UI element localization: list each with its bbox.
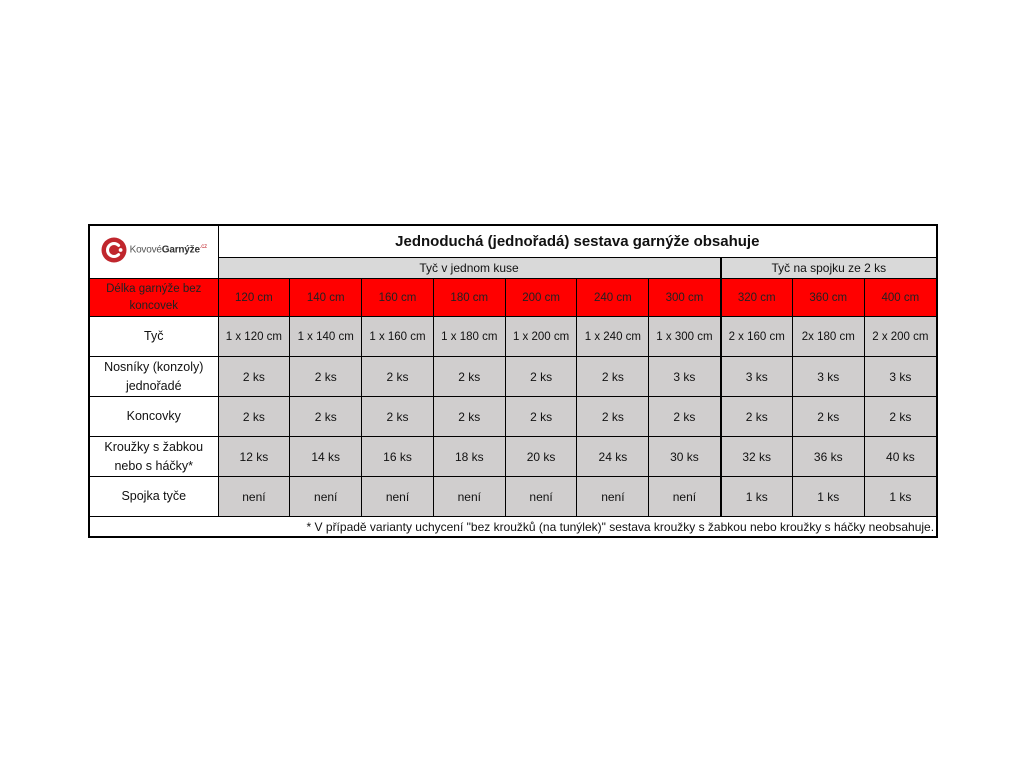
length-cell: 120 cm — [218, 279, 290, 317]
table-cell: 2 ks — [362, 357, 434, 397]
length-cell: 300 cm — [649, 279, 721, 317]
table-cell: 32 ks — [721, 437, 793, 477]
table-cell: 2 ks — [505, 357, 577, 397]
table-cell: 1 ks — [721, 477, 793, 517]
table-row-connector — [90, 477, 936, 517]
table-cell: 2 ks — [577, 397, 649, 437]
table-cell: 1 x 240 cm — [577, 317, 649, 357]
table-cell: 2 ks — [433, 357, 505, 397]
table-cell: 16 ks — [362, 437, 434, 477]
table-cell: 1 x 120 cm — [218, 317, 290, 357]
row-label-rings: Kroužky s žabkou nebo s háčky* — [90, 437, 218, 477]
length-row — [90, 279, 936, 317]
table-cell: 2 x 160 cm — [721, 317, 793, 357]
row-label-rod: Tyč — [90, 317, 218, 357]
table-cell: 1 x 180 cm — [433, 317, 505, 357]
length-row-label: Délka garnýže bez koncovek — [90, 279, 218, 317]
table-cell: 30 ks — [649, 437, 721, 477]
table-cell: 3 ks — [721, 357, 793, 397]
table-cell: 3 ks — [864, 357, 936, 397]
table-cell: 2 ks — [792, 397, 864, 437]
brand-logo — [90, 226, 218, 279]
table-cell: 1 ks — [792, 477, 864, 517]
row-label-connector: Spojka tyče — [90, 477, 218, 517]
table-cell: 2 ks — [864, 397, 936, 437]
table-cell: 2 ks — [218, 357, 290, 397]
length-cell: 160 cm — [362, 279, 434, 317]
table-cell: není — [577, 477, 649, 517]
group-header-single-rod: Tyč v jednom kuse — [218, 258, 721, 279]
table-cell: 1 ks — [864, 477, 936, 517]
length-cell: 240 cm — [577, 279, 649, 317]
assembly-contents-table — [88, 224, 938, 538]
table-cell: 2 ks — [505, 397, 577, 437]
table-cell: 2x 180 cm — [792, 317, 864, 357]
table-cell: 2 ks — [290, 397, 362, 437]
group-header-joined-rod: Tyč na spojku ze 2 ks — [721, 258, 936, 279]
table-cell: 3 ks — [792, 357, 864, 397]
table-row-finials — [90, 397, 936, 437]
table-cell: 1 x 160 cm — [362, 317, 434, 357]
table-row-rings — [90, 437, 936, 477]
table-cell: 1 x 140 cm — [290, 317, 362, 357]
table-cell: 3 ks — [649, 357, 721, 397]
table-cell: 24 ks — [577, 437, 649, 477]
length-cell: 180 cm — [433, 279, 505, 317]
length-cell: 360 cm — [792, 279, 864, 317]
length-cell: 140 cm — [290, 279, 362, 317]
table-cell: není — [505, 477, 577, 517]
table-cell: není — [433, 477, 505, 517]
table-cell: 36 ks — [792, 437, 864, 477]
table-row-rod — [90, 317, 936, 357]
table-cell: 2 ks — [362, 397, 434, 437]
table-cell: 2 ks — [218, 397, 290, 437]
table-cell: 2 ks — [290, 357, 362, 397]
table-cell: 20 ks — [505, 437, 577, 477]
table-title: Jednoduchá (jednořadá) sestava garnýže obsahuje — [218, 226, 936, 258]
row-label-finials: Koncovky — [90, 397, 218, 437]
table-cell: 12 ks — [218, 437, 290, 477]
length-cell: 320 cm — [721, 279, 793, 317]
table-cell: 18 ks — [433, 437, 505, 477]
brand-name: KovovéGarnýže$^{.cz}$ — [129, 243, 207, 256]
table-cell: 2 ks — [433, 397, 505, 437]
table-cell: není — [362, 477, 434, 517]
table-cell: není — [649, 477, 721, 517]
length-cell: 200 cm — [505, 279, 577, 317]
table-cell: 2 ks — [721, 397, 793, 437]
brand-logo-mark-icon — [101, 237, 127, 263]
table-cell: 40 ks — [864, 437, 936, 477]
table-cell: 2 x 200 cm — [864, 317, 936, 357]
table-cell: 2 ks — [577, 357, 649, 397]
row-label-brackets: Nosníky (konzoly) jednořadé — [90, 357, 218, 397]
table-cell: 1 x 300 cm — [649, 317, 721, 357]
table-row-brackets — [90, 357, 936, 397]
table-cell: 2 ks — [649, 397, 721, 437]
table-cell: není — [218, 477, 290, 517]
table-cell: není — [290, 477, 362, 517]
length-cell: 400 cm — [864, 279, 936, 317]
footnote: * V případě varianty uchycení "bez kroužků (na tunýlek)" sestava kroužky s žabkou nebo kroužky s háčky neobsahuje. — [90, 517, 936, 537]
table-cell: 14 ks — [290, 437, 362, 477]
table-cell: 1 x 200 cm — [505, 317, 577, 357]
